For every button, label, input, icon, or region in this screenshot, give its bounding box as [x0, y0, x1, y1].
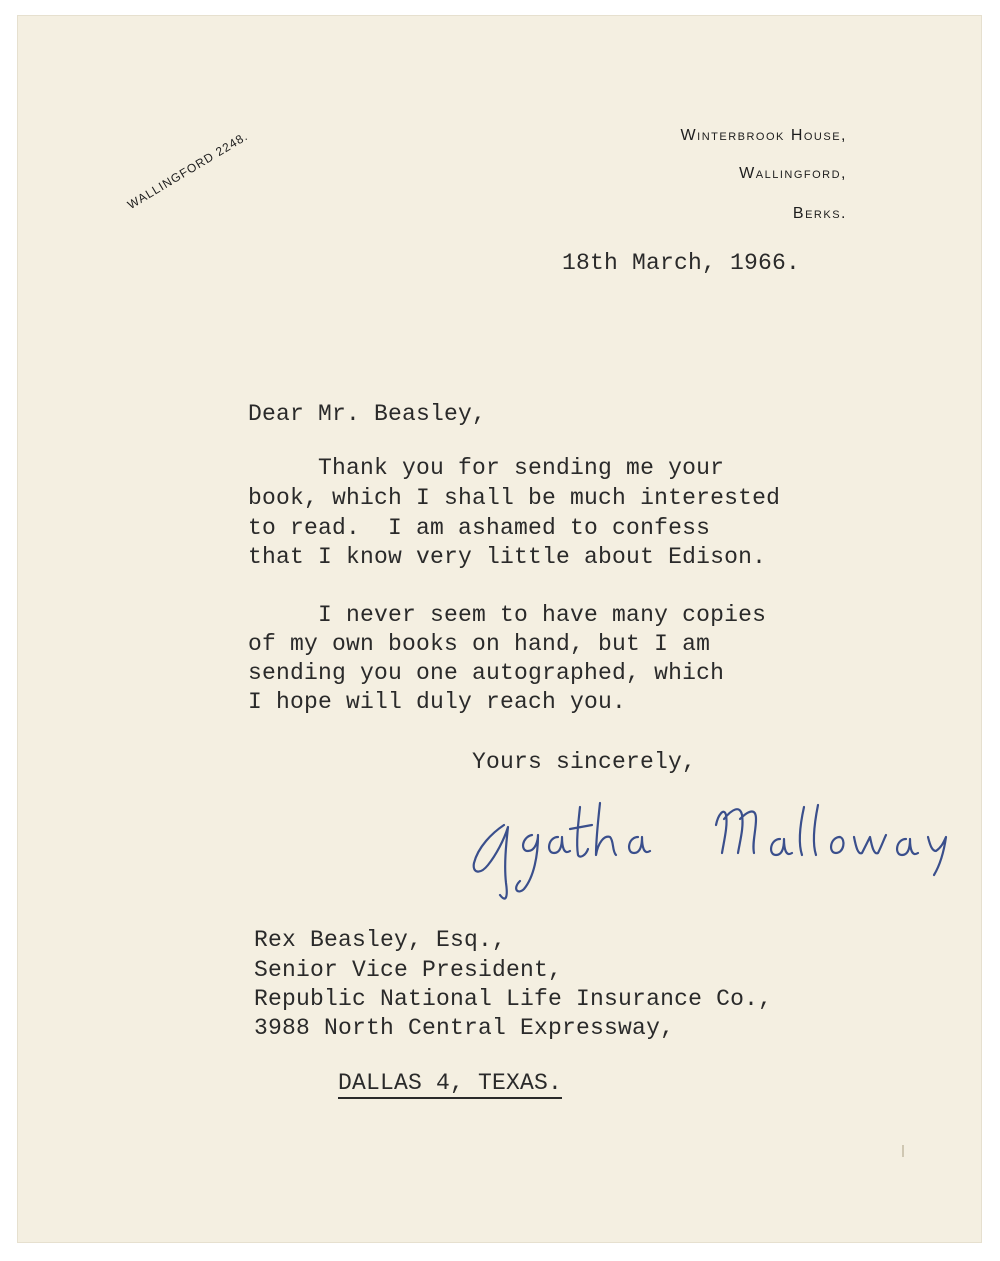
paragraph-2-line-3: sending you one autographed, which: [248, 660, 725, 686]
closing: Yours sincerely,: [472, 749, 697, 775]
paragraph-1-line-3: to read. I am ashamed to confess: [248, 515, 711, 541]
paragraph-1-line-1: Thank you for sending me your: [248, 455, 725, 481]
recipient-line-4: 3988 North Central Expressway,: [254, 1015, 675, 1041]
paragraph-1: [248, 455, 781, 611]
paragraph-2-line-1: I never seem to have many copies: [248, 602, 767, 628]
recipient-line-1: Rex Beasley, Esq.,: [254, 927, 507, 953]
paper-mark: [902, 1145, 904, 1157]
letter-sheet: [17, 15, 982, 1243]
recipient-line-2: Senior Vice President,: [254, 957, 563, 983]
paragraph-1-line-2: book, which I shall be much interested: [248, 485, 781, 511]
letter-date: 18th March, 1966.: [562, 250, 801, 276]
paragraph-2: [248, 602, 767, 758]
recipient-address: [254, 927, 773, 1109]
letterhead-address-line-2: Wallingford,: [739, 165, 847, 182]
handwritten-signature: [462, 785, 982, 915]
paragraph-2-line-2: of my own books on hand, but I am: [248, 631, 711, 657]
paragraph-2-line-4: I hope will duly reach you.: [248, 689, 627, 715]
letterhead-address-line-1: Winterbrook House,: [680, 127, 847, 144]
letterhead-address-line-3: Berks.: [792, 205, 847, 222]
letterhead-telephone: WALLINGFORD 2248.: [125, 128, 251, 213]
recipient-line-5-wrap: [254, 1044, 562, 1122]
salutation: Dear Mr. Beasley,: [248, 401, 487, 427]
recipient-line-5: DALLAS 4, TEXAS.: [338, 1070, 562, 1099]
paragraph-1-line-4: that I know very little about Edison.: [248, 544, 767, 570]
recipient-line-3: Republic National Life Insurance Co.,: [254, 986, 773, 1012]
